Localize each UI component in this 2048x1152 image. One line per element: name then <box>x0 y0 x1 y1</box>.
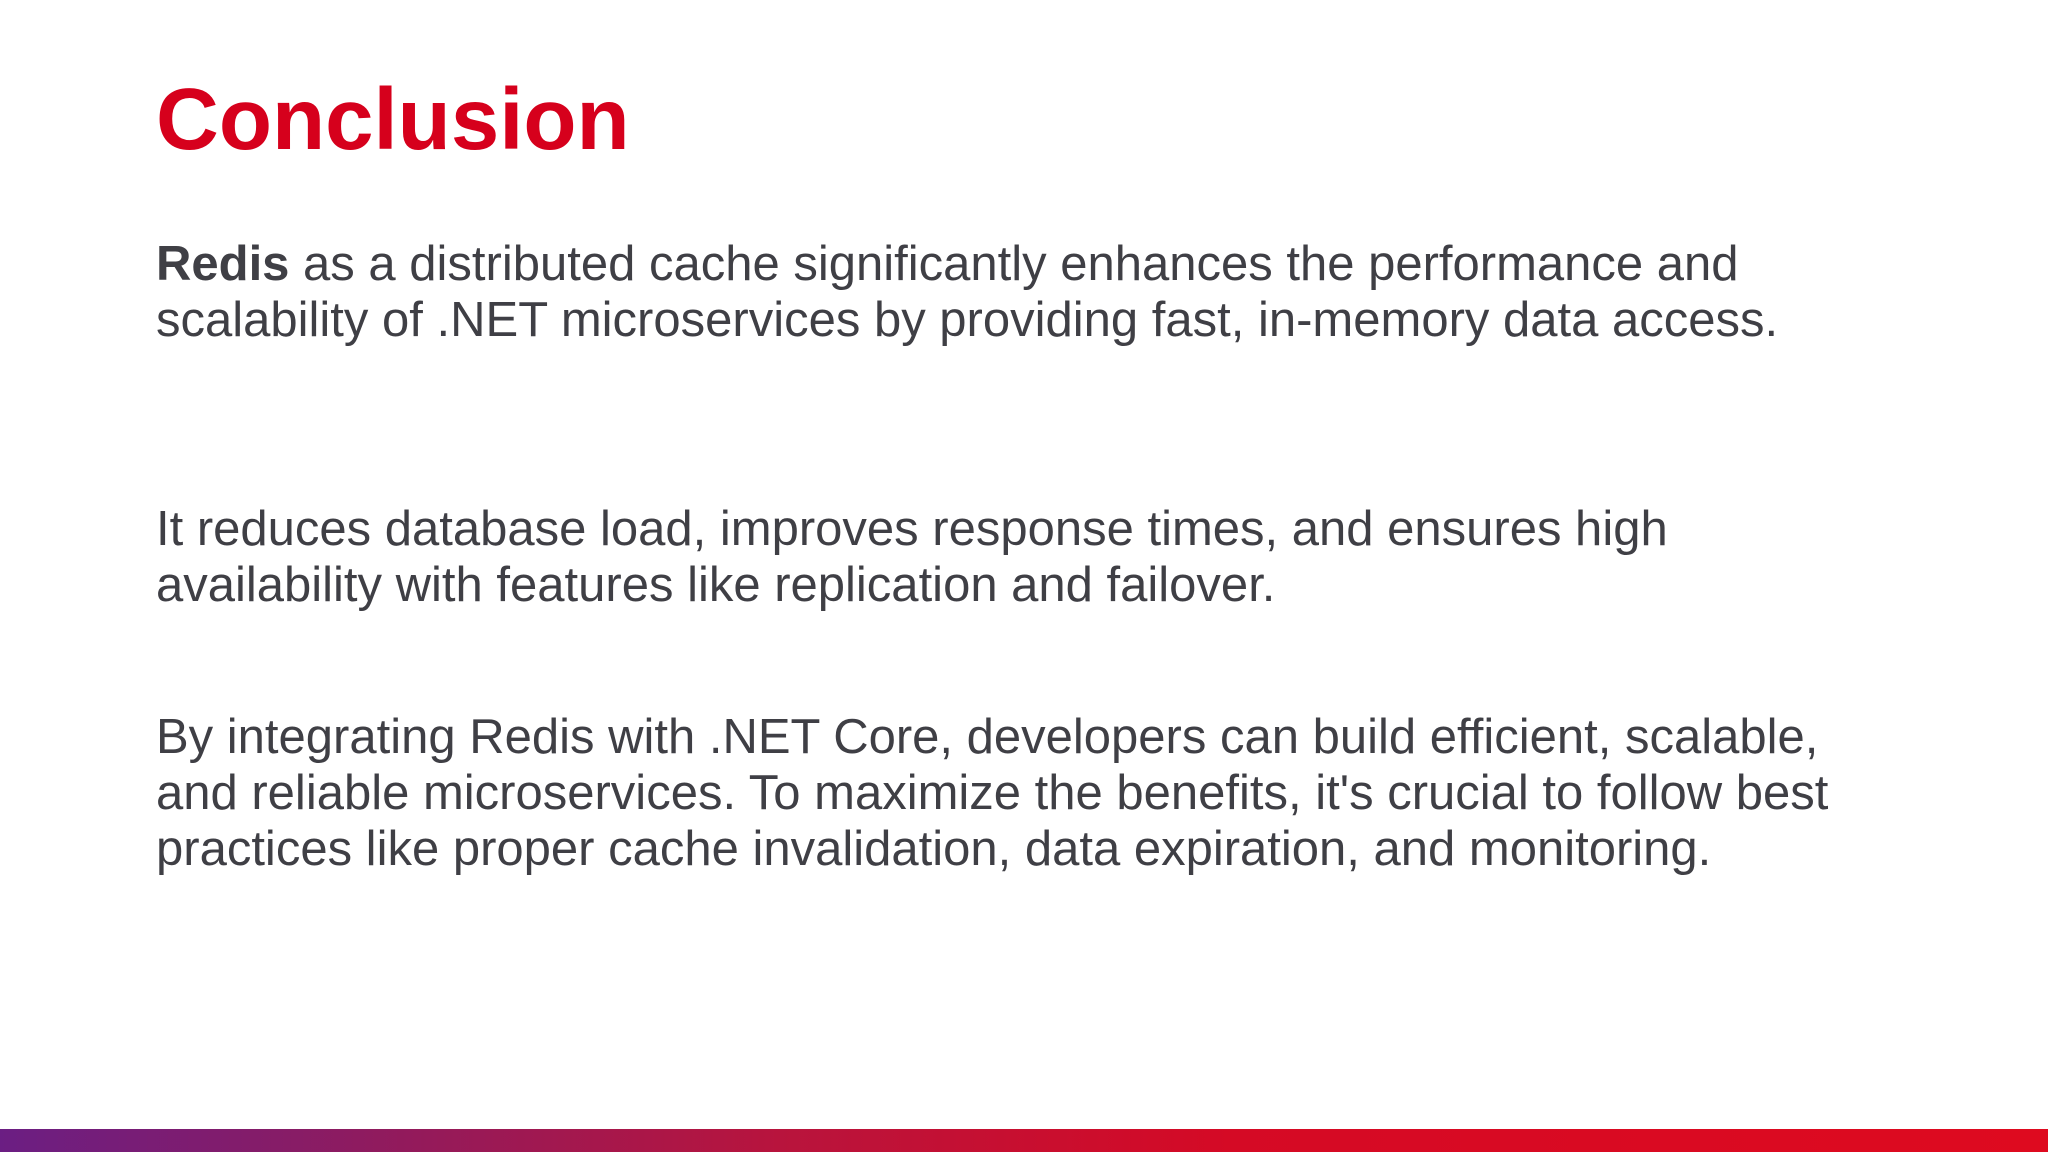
slide-title: Conclusion <box>156 71 630 168</box>
footer-gradient-bar <box>0 1129 2048 1152</box>
paragraph-database-load: It reduces database load, improves response times, and ensures high availability with features like replication and failover. <box>156 502 1668 612</box>
paragraph-best-practices: By integrating Redis with .NET Core, developers can build efficient, scalable, and reliable microservices. To maximize the benefits, it's crucial to follow best practices like proper cache invalidation, data expiration, and monitoring. <box>156 710 1829 876</box>
paragraph-redis-performance <box>156 236 1876 348</box>
paragraph-lead-bold: Redis <box>156 237 290 291</box>
paragraph-text: as a distributed cache significantly enhances the performance and scalability of .NET microservices by providing fast, in-memory data access. <box>156 237 1779 347</box>
